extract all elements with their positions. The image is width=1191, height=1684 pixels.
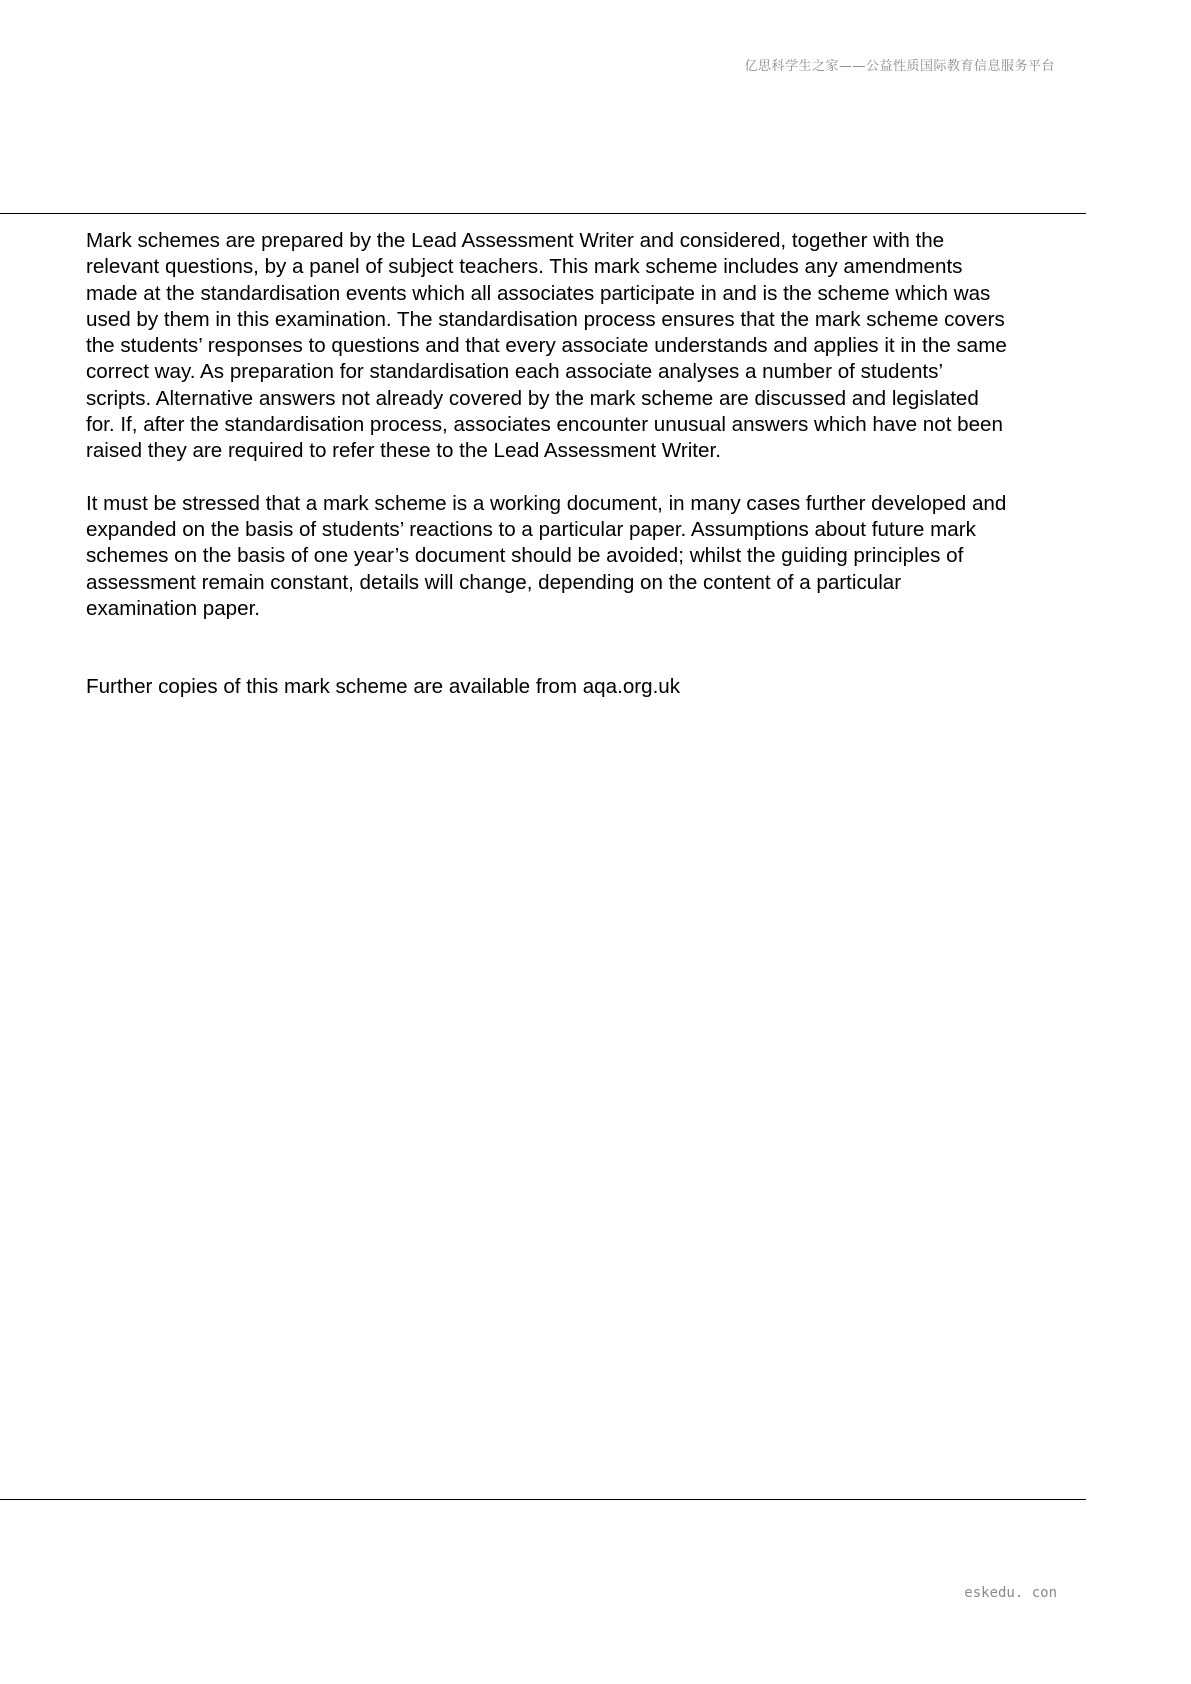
paragraph-line: examination paper.: [86, 596, 261, 620]
paragraph-line: used by them in this examination. The standardisation process ensures that the mark scheme covers: [86, 307, 1005, 331]
paragraph-line: made at the standardisation events which all associates participate in and is the scheme which was: [86, 281, 991, 305]
paragraph-line: schemes on the basis of one year’s document should be avoided; whilst the guiding principles of: [86, 544, 964, 568]
paragraph-line: for. If, after the standardisation process, associates encounter unusual answers which have not been: [86, 413, 1003, 437]
paragraph-line: raised they are required to refer these to the Lead Assessment Writer.: [86, 439, 721, 463]
further-copies-paragraph: [86, 674, 1096, 700]
paragraph-line: expanded on the basis of students’ reactions to a particular paper. Assumptions about future mark: [86, 517, 976, 541]
paragraph-line: scripts. Alternative answers not already covered by the mark scheme are discussed and legislated: [86, 386, 979, 410]
paragraph-line: the students’ responses to questions and that every associate understands and applies it in the same: [86, 334, 1007, 358]
top-divider: [0, 213, 1086, 214]
header-watermark: 亿思科学生之家——公益性质国际教育信息服务平台: [744, 59, 1055, 74]
paragraph-line: relevant questions, by a panel of subject teachers. This mark scheme includes any amendments: [86, 255, 963, 279]
footer-watermark: eskedu. con: [964, 1585, 1057, 1601]
intro-paragraph: [86, 228, 1096, 465]
paragraph-line: It must be stressed that a mark scheme is a working document, in many cases further developed and: [86, 491, 1007, 515]
paragraph-line: correct way. As preparation for standardisation each associate analyses a number of students’: [86, 360, 944, 384]
working-document-paragraph: [86, 491, 1096, 622]
document-body: [86, 228, 1096, 700]
bottom-divider: [0, 1499, 1086, 1500]
paragraph-line: Mark schemes are prepared by the Lead Assessment Writer and considered, together with the: [86, 229, 945, 252]
paragraph-line: Further copies of this mark scheme are available from aqa.org.uk: [86, 675, 681, 699]
paragraph-line: assessment remain constant, details will change, depending on the content of a particular: [86, 570, 902, 594]
